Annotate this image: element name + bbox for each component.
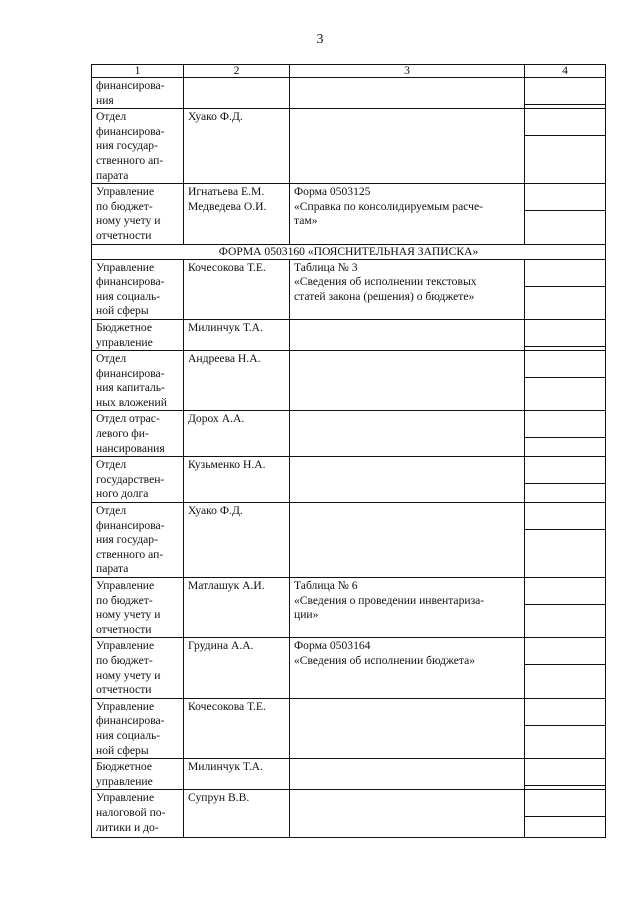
page-number: 3 xyxy=(316,32,324,47)
department-cell-line: ния капиталь- xyxy=(96,381,165,395)
department-cell xyxy=(92,78,184,109)
responsible-person-cell-line: Кочесокова Т.Е. xyxy=(188,699,266,713)
department-cell-line: ных вложений xyxy=(96,395,167,409)
department-cell-line: Управление xyxy=(96,699,155,713)
department-cell xyxy=(92,759,184,790)
responsible-person-cell xyxy=(184,351,290,411)
table-row xyxy=(92,319,606,350)
notes-subcell xyxy=(525,457,605,484)
responsible-person-cell-line: Хуако Ф.Д. xyxy=(188,110,243,124)
form-description-cell-line: Таблица № 3 xyxy=(294,260,358,274)
department-cell-line: Бюджетное xyxy=(96,760,152,774)
section-row xyxy=(92,244,606,259)
department-cell xyxy=(92,578,184,638)
department-cell-line: нансирования xyxy=(96,441,165,455)
table-row xyxy=(92,578,606,638)
department-cell-line: литики и до- xyxy=(96,820,159,834)
notes-cell xyxy=(525,411,606,457)
form-description-cell-line: Форма 0503125 xyxy=(294,185,371,199)
department-cell-line: отчетности xyxy=(96,622,152,636)
form-description-cell-line: Форма 0503164 xyxy=(294,639,371,653)
responsible-person-cell-line: Медведева О.И. xyxy=(188,199,267,213)
notes-subcell xyxy=(525,759,605,786)
department-cell xyxy=(92,319,184,350)
notes-subcell xyxy=(525,109,605,136)
notes-cell xyxy=(525,319,606,350)
responsible-person-cell xyxy=(184,259,290,319)
form-description-cell-line: статей закона (решения) о бюджете» xyxy=(294,289,475,303)
department-cell-line: ному учету и xyxy=(96,214,161,228)
department-cell-line: ния государ- xyxy=(96,533,158,547)
department-cell-line: налоговой по- xyxy=(96,805,166,819)
notes-subcell xyxy=(525,638,605,665)
responsible-person-cell xyxy=(184,457,290,503)
notes-cell xyxy=(525,184,606,244)
department-cell xyxy=(92,109,184,184)
form-description-cell xyxy=(290,503,525,578)
table-row xyxy=(92,351,606,411)
responsible-person-cell xyxy=(184,319,290,350)
responsible-person-cell-line: Кочесокова Т.Е. xyxy=(188,260,266,274)
section-title: ФОРМА 0503160 «ПОЯСНИТЕЛЬНАЯ ЗАПИСКА» xyxy=(92,244,606,259)
department-cell-line: финансирова- xyxy=(96,714,165,728)
form-description-cell-line: «Сведения об исполнении текстовых xyxy=(294,275,477,289)
department-cell-line: по бюджет- xyxy=(96,593,153,607)
department-cell-line: управление xyxy=(96,335,153,349)
department-cell xyxy=(92,411,184,457)
form-description-cell xyxy=(290,790,525,838)
notes-subcell xyxy=(525,260,605,287)
responsible-person-cell xyxy=(184,78,290,109)
form-description-cell-line: «Справка по консолидируемым расче- xyxy=(294,199,483,213)
notes-subcell xyxy=(525,790,605,817)
department-cell-line: ной сферы xyxy=(96,743,149,757)
department-cell-line: управление xyxy=(96,774,153,788)
form-description-cell xyxy=(290,638,525,698)
responsible-person-cell-line: Матлашук А.И. xyxy=(188,579,265,592)
notes-subcell xyxy=(525,699,605,726)
notes-subcell xyxy=(525,184,605,211)
column-header: 1 xyxy=(92,65,184,78)
notes-cell xyxy=(525,457,606,503)
column-header: 4 xyxy=(525,65,606,78)
department-cell-line: Управление xyxy=(96,791,155,805)
column-header: 2 xyxy=(184,65,290,78)
notes-cell xyxy=(525,109,606,184)
department-cell-line: Отдел xyxy=(96,110,127,124)
form-description-cell xyxy=(290,578,525,638)
form-description-cell-line: Таблица № 6 xyxy=(294,579,358,592)
department-cell-line: ному учету и xyxy=(96,608,161,622)
notes-cell xyxy=(525,259,606,319)
notes-cell xyxy=(525,578,606,638)
notes-subcell xyxy=(525,503,605,530)
department-cell xyxy=(92,503,184,578)
department-cell xyxy=(92,698,184,758)
department-cell-line: отчетности xyxy=(96,683,152,697)
table-row xyxy=(92,503,606,578)
department-cell xyxy=(92,790,184,838)
table-row xyxy=(92,759,606,790)
notes-cell xyxy=(525,759,606,790)
table-row xyxy=(92,259,606,319)
responsible-person-cell xyxy=(184,578,290,638)
table-row xyxy=(92,78,606,109)
table-row xyxy=(92,638,606,698)
table-row xyxy=(92,790,606,838)
department-cell-line: Отдел xyxy=(96,352,127,366)
department-cell-line: государствен- xyxy=(96,472,165,486)
notes-subcell xyxy=(525,578,605,605)
department-cell-line: ственного ап- xyxy=(96,547,164,561)
notes-cell xyxy=(525,790,606,838)
form-description-cell xyxy=(290,78,525,109)
form-description-cell xyxy=(290,759,525,790)
form-description-cell-line: там» xyxy=(294,214,318,228)
department-cell-line: парата xyxy=(96,562,129,576)
responsible-person-cell xyxy=(184,790,290,838)
department-cell xyxy=(92,457,184,503)
responsible-person-cell-line: Игнатьева Е.М. xyxy=(188,185,265,199)
department-cell xyxy=(92,351,184,411)
department-cell-line: ной сферы xyxy=(96,304,149,318)
assignment-table xyxy=(91,64,606,838)
responsible-person-cell-line: Хуако Ф.Д. xyxy=(188,504,243,518)
department-cell-line: ния xyxy=(96,93,114,107)
form-description-cell xyxy=(290,351,525,411)
department-cell-line: ния социаль- xyxy=(96,728,161,742)
responsible-person-cell-line: Дорох А.А. xyxy=(188,412,245,426)
responsible-person-cell xyxy=(184,109,290,184)
department-cell-line: парата xyxy=(96,168,129,182)
department-cell xyxy=(92,638,184,698)
notes-cell xyxy=(525,503,606,578)
department-cell-line: Управление xyxy=(96,639,155,653)
form-description-cell xyxy=(290,457,525,503)
form-description-cell xyxy=(290,259,525,319)
department-cell-line: Управление xyxy=(96,579,155,592)
responsible-person-cell xyxy=(184,698,290,758)
notes-cell xyxy=(525,698,606,758)
form-description-cell-line: «Сведения о проведении инвентаризa- xyxy=(294,593,485,607)
department-cell-line: Отдел отрас- xyxy=(96,412,160,426)
department-cell xyxy=(92,184,184,244)
responsible-person-cell xyxy=(184,638,290,698)
department-cell xyxy=(92,259,184,319)
department-cell-line: по бюджет- xyxy=(96,653,153,667)
table-row xyxy=(92,698,606,758)
notes-cell xyxy=(525,638,606,698)
department-cell-line: ному учету и xyxy=(96,668,161,682)
notes-subcell xyxy=(525,351,605,378)
responsible-person-cell xyxy=(184,411,290,457)
department-cell-line: финансирова- xyxy=(96,275,165,289)
column-header: 3 xyxy=(290,65,525,78)
department-cell-line: отчетности xyxy=(96,228,152,242)
responsible-person-cell-line: Грудина А.А. xyxy=(188,639,254,653)
notes-subcell xyxy=(525,320,605,347)
department-cell-line: финансирова- xyxy=(96,366,165,380)
responsible-person-cell-line: Милинчук Т.А. xyxy=(188,320,263,334)
responsible-person-cell-line: Милинчук Т.А. xyxy=(188,760,263,774)
form-description-cell-line: ции» xyxy=(294,608,319,622)
department-cell-line: по бюджет- xyxy=(96,199,153,213)
department-cell-line: ного долга xyxy=(96,487,149,501)
department-cell-line: Отдел xyxy=(96,458,127,472)
department-cell-line: Управление xyxy=(96,185,155,199)
form-description-cell-line: «Сведения об исполнении бюджета» xyxy=(294,653,476,667)
notes-cell xyxy=(525,351,606,411)
department-cell-line: финансирова- xyxy=(96,79,165,92)
notes-subcell xyxy=(525,78,605,105)
responsible-person-cell xyxy=(184,184,290,244)
department-cell-line: ственного ап- xyxy=(96,153,164,167)
notes-subcell xyxy=(525,411,605,438)
department-cell-line: Бюджетное xyxy=(96,320,152,334)
department-cell-line: финансирова- xyxy=(96,518,165,532)
table-row xyxy=(92,184,606,244)
responsible-person-cell xyxy=(184,503,290,578)
form-description-cell xyxy=(290,109,525,184)
table-row xyxy=(92,457,606,503)
responsible-person-cell-line: Супрун В.В. xyxy=(188,791,250,805)
responsible-person-cell xyxy=(184,759,290,790)
department-cell-line: Отдел xyxy=(96,504,127,518)
department-cell-line: ния социаль- xyxy=(96,289,161,303)
notes-cell xyxy=(525,78,606,109)
form-description-cell xyxy=(290,184,525,244)
department-cell-line: финансирова- xyxy=(96,124,165,138)
responsible-person-cell-line: Кузьменко Н.А. xyxy=(188,458,266,472)
department-cell-line: ния государ- xyxy=(96,139,158,153)
table-row xyxy=(92,109,606,184)
table-row xyxy=(92,411,606,457)
department-cell-line: левого фи- xyxy=(96,427,149,441)
form-description-cell xyxy=(290,698,525,758)
responsible-person-cell-line: Андреева Н.А. xyxy=(188,352,261,366)
form-description-cell xyxy=(290,319,525,350)
header-row xyxy=(92,65,606,78)
department-cell-line: Управление xyxy=(96,260,155,274)
form-description-cell xyxy=(290,411,525,457)
